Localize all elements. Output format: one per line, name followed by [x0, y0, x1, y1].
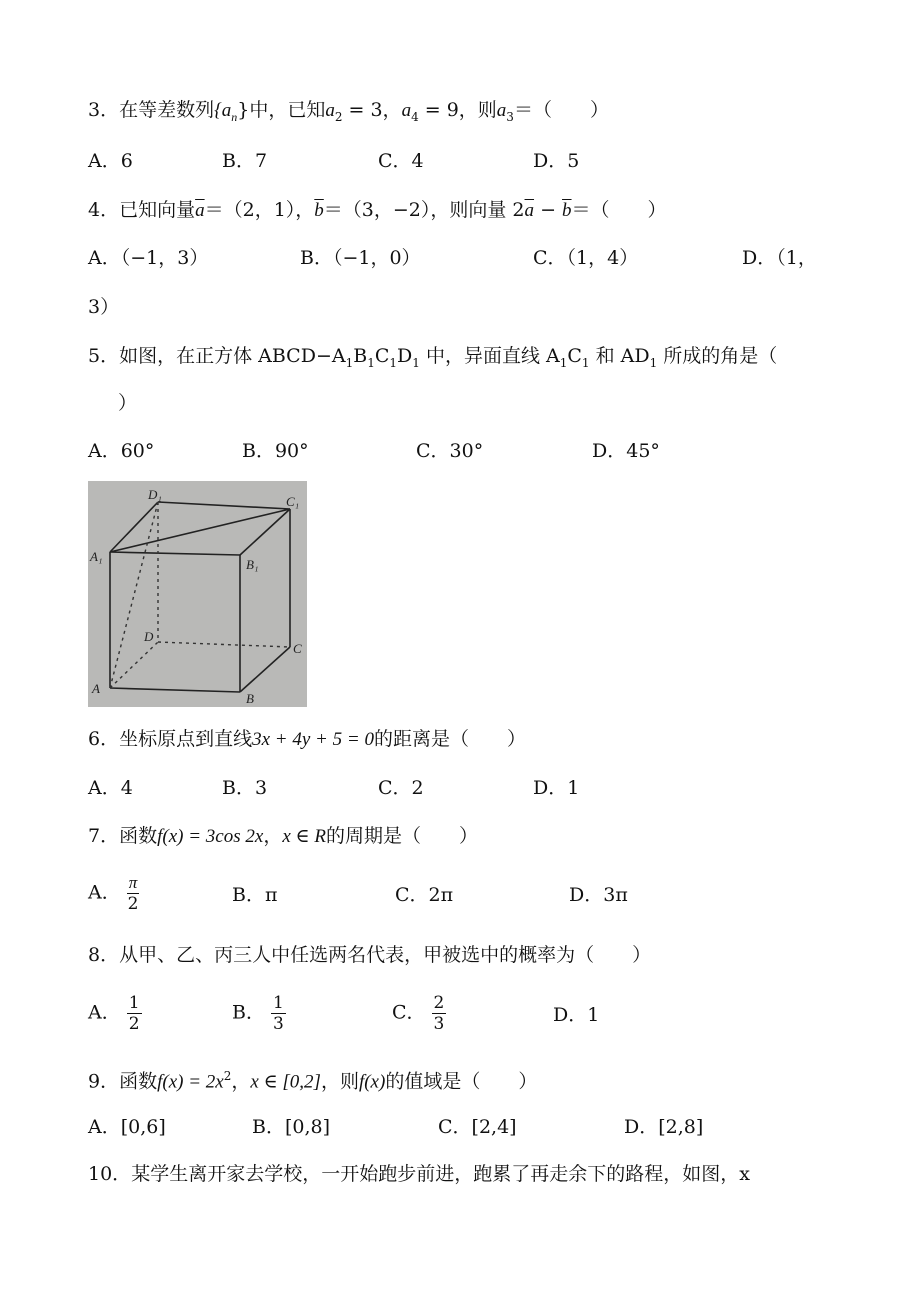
- q9-option-a: A．[0,6]: [88, 1116, 166, 1138]
- q4-option-a: A．（−1，3）: [88, 247, 209, 269]
- q3-option-c: C．4: [378, 150, 424, 172]
- fraction: $\frac{2}{3}$: [433, 993, 445, 1034]
- label-c: C: [293, 641, 302, 656]
- q8-option-a: A． $\frac{1}{2}$: [88, 993, 140, 1034]
- question-3: 3．在等差数列$\{a_n\}$中，已知$a_2 = 3$，$a_4 = 9$，则$a_3=$（ ）: [88, 99, 609, 124]
- q9-option-d: D．[2,8]: [624, 1116, 704, 1138]
- hidden-a-d: [110, 642, 158, 688]
- cube-figure: [88, 481, 307, 707]
- q3-option-a: A．6: [88, 150, 133, 172]
- edge-b-c: [240, 647, 290, 692]
- label-b1: B₁: [246, 557, 259, 572]
- label-c1: C₁: [286, 494, 300, 509]
- question-5: 5．如图，在正方体 $ABCD-A_1B_1C_1D_1$ 中，异面直线 $A_1C_1$ 和 $AD_1$ 所成的角是（: [88, 345, 778, 370]
- q7-option-b: B．π: [232, 884, 278, 906]
- cube-diagram: [88, 481, 307, 707]
- edge-b1-c1: [240, 509, 290, 555]
- fraction: $\frac{\pi}{2}$: [127, 873, 139, 914]
- hidden-a-d1: [110, 502, 158, 688]
- label-d1: D₁: [148, 487, 162, 502]
- q8-option-b: B． $\frac{1}{3}$: [232, 993, 284, 1034]
- q6-option-c: C．2: [378, 777, 424, 799]
- edge-a-b: [110, 688, 240, 692]
- q9-option-b: B．[0,8]: [252, 1116, 331, 1138]
- q3-option-d: D．5: [533, 150, 580, 172]
- fraction: $\frac{1}{2}$: [128, 993, 140, 1034]
- q7-option-c: C．2π: [395, 884, 454, 906]
- label-b: B: [246, 691, 254, 706]
- label-a1: A₁: [90, 549, 103, 564]
- edge-d1-c1: [158, 502, 290, 509]
- label-d: D: [144, 629, 154, 644]
- q5-option-d: D．45°: [592, 440, 660, 462]
- hidden-d-c: [158, 642, 290, 647]
- q4-option-d-wrap: 3）: [88, 296, 120, 318]
- question-9: 9．函数$f(x) = 2x^2$，x ∈ [0,2]，则f(x)的值域是（ ）: [88, 1069, 538, 1093]
- q4-option-c: C．（1，4）: [533, 247, 639, 269]
- label-a: A: [92, 681, 100, 696]
- edge-a1-b1: [110, 552, 240, 555]
- edge-a1-d1: [110, 502, 158, 552]
- diagonal-a1-c1: [110, 509, 290, 552]
- q4-option-d: D．（1，: [742, 247, 817, 269]
- q7-option-a: A． $\frac{\pi}{2}$: [88, 873, 139, 914]
- q5-wrap: ）: [118, 392, 138, 414]
- question-6: 6．坐标原点到直线3x + 4y + 5 = 0的距离是（ ）: [88, 728, 526, 750]
- question-4: 4．已知向量$\overline{a}=(2$，1），$\overline{b}=(3$，−2），则向量 $2\overline{a} - \overline{b}=$（ ）: [88, 199, 667, 221]
- q4-option-b: B．（−1，0）: [300, 247, 421, 269]
- q5-option-c: C．30°: [416, 440, 484, 462]
- question-10: 10．某学生离开家去学校，一开始跑步前进，跑累了再走余下的路程，如图，x: [88, 1163, 750, 1185]
- q7-option-d: D．3π: [569, 884, 628, 906]
- q8-option-c: C． $\frac{2}{3}$: [392, 993, 445, 1034]
- q3-option-b: B．7: [222, 150, 268, 172]
- q5-option-a: A．60°: [88, 440, 155, 462]
- q6-option-b: B．3: [222, 777, 268, 799]
- question-7: 7．函数f(x) = 3cos 2x，x ∈ R的周期是（ ）: [88, 825, 478, 847]
- q8-option-d: D．1: [553, 1004, 600, 1026]
- q6-option-d: D．1: [533, 777, 580, 799]
- question-8: 8．从甲、乙、丙三人中任选两名代表，甲被选中的概率为（ ）: [88, 944, 652, 966]
- fraction: $\frac{1}{3}$: [272, 993, 284, 1034]
- q5-option-b: B．90°: [242, 440, 309, 462]
- q6-option-a: A．4: [88, 777, 133, 799]
- q9-option-c: C．[2,4]: [438, 1116, 517, 1138]
